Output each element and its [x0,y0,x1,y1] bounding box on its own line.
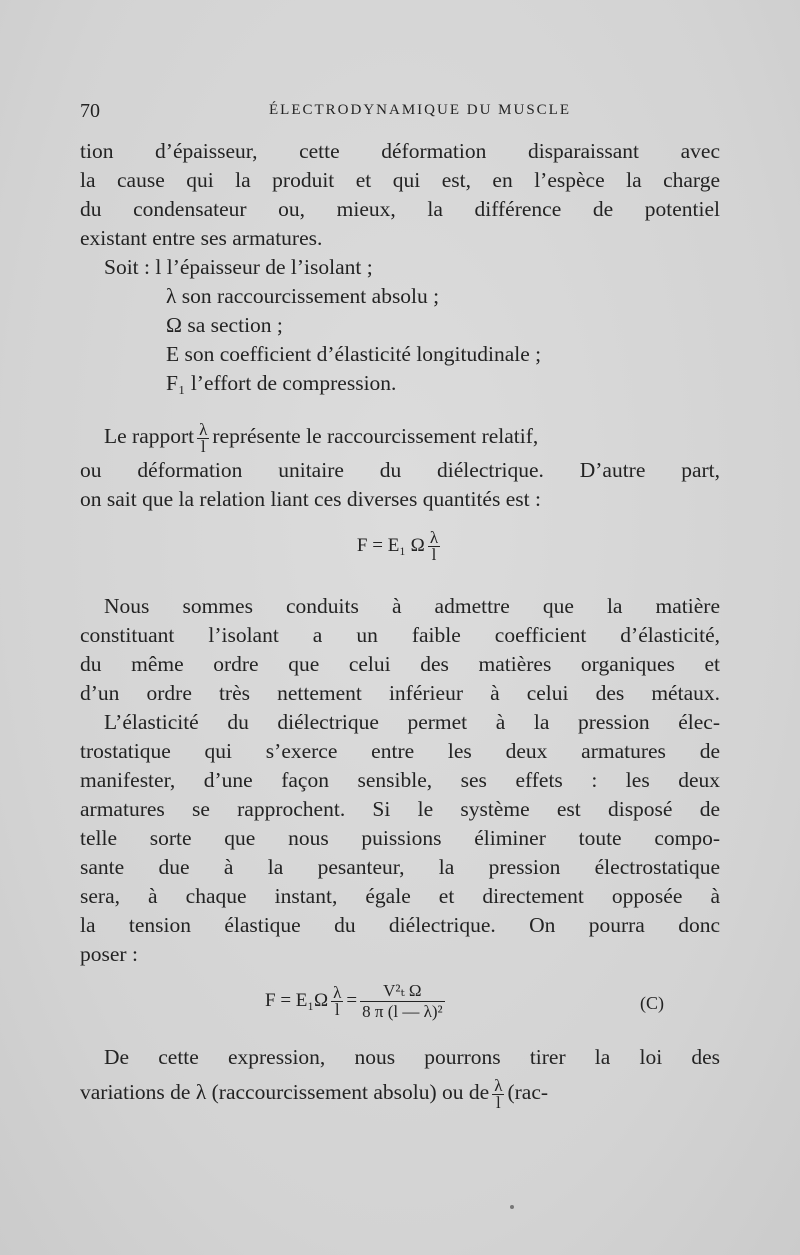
text-line: armatures se rapprochent. Si le système est disposé de [80,797,720,821]
text-line: telle sorte que nous puissions éliminer toute compo- [80,826,720,850]
text-line: L’élasticité du diélectrique permet à la pression élec- [104,710,720,734]
page-body [80,137,720,1112]
text-line: sante due à la pesanteur, la pression électrostatique [80,855,720,879]
rapport-line [80,416,720,456]
text-line: constituant l’isolant a un faible coefficient d’élasticité, [80,623,720,647]
text-line: manifester, d’une façon sensible, ses effets : les deux [80,768,720,792]
text-line: trostatique qui s’exerce entre les deux armatures de [80,739,720,763]
text-line: sera, à chaque instant, égale et directement opposée à [80,884,720,908]
fraction-lambda-over-l: $\frac{\lambda}{l}$ [494,1075,503,1112]
equation-c [80,969,720,1029]
soit-item: E son coefficient d’élasticité longitudinale ; [166,342,542,366]
text-line: tion d’épaisseur, cette déformation disparaissant avec [80,139,720,163]
soit-intro: Soit : l l’épaisseur de l’isolant ; [104,255,373,279]
equation-label: (C) [640,993,664,1013]
text-line: De cette expression, nous pourrons tirer la loi des [104,1045,720,1069]
text-line: ou déformation unitaire du diélectrique. D’autre part, [80,458,720,482]
text-line: existant entre ses armatures. [80,226,323,250]
page-header [80,100,720,128]
fraction-pressure: $\frac{\text{V²ₜ Ω}}{\text{8 π (l — λ)²}}$ [362,981,443,1021]
fraction-lambda-over-l: $\frac{\lambda}{l}$ [333,983,342,1019]
fraction-lambda-over-l: $\frac{\lambda}{l}$ [199,419,208,456]
soit-item: λ son raccourcissement absolu ; [166,284,440,308]
running-title: ÉLECTRODYNAMIQUE DU MUSCLE [269,102,571,118]
equation-c-formula: F = E₁Ω $\frac{\lambda}{l}$ = $\frac{\text{V²ₜ Ω}}{\text{8 π (l — λ)²}}$ [265,981,443,1021]
text-line: Nous sommes conduits à admettre que la matière [104,594,720,618]
rapport-after: représente le raccourcissement relatif, [212,424,539,448]
text-line: on sait que la relation liant ces diverses quantités est : [80,487,541,511]
text-line: du condensateur ou, mieux, la différence de potentiel [80,197,720,221]
text-line: d’un ordre très nettement inférieur à celui des métaux. [80,681,720,705]
equation-1: F = E₁ Ω $\frac{\lambda}{l}$ [356,528,439,565]
text-line: la cause qui la produit et qui est, en l’espèce la charge [80,168,720,192]
text-line: poser : [80,942,138,966]
rapport-before: Le rapport [104,424,195,448]
print-speck [510,1205,514,1209]
page-number: 70 [80,100,100,122]
soit-item: Ω sa section ; [166,313,283,337]
text-line: la tension élastique du diélectrique. On pourra donc [80,913,720,937]
text-line-with-fraction: variations de λ (raccourcissement absolu) ou de $\frac{\lambda}{l}$ (rac- [80,1075,549,1112]
text-line: du même ordre que celui des matières organiques et [80,652,720,676]
fraction-lambda-over-l: $\frac{\lambda}{l}$ [429,528,439,565]
soit-item: F₁ l’effort de compression. [166,371,397,395]
